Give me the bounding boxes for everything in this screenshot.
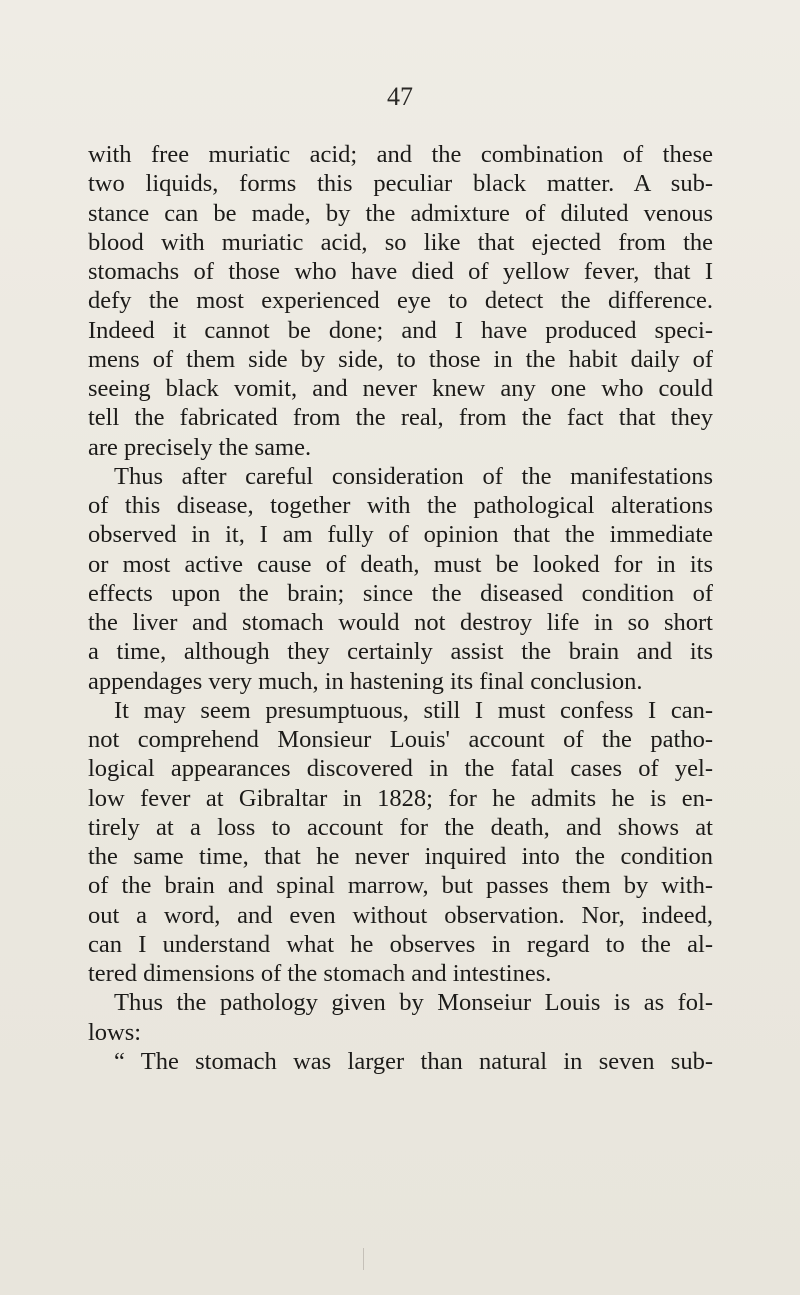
text-line: observed in it, I am fully of opinion that the immediate <box>88 521 713 549</box>
text-line: blood with muriatic acid, so like that ejected from the <box>88 228 713 256</box>
paragraph-start-line: Thus the pathology given by Monseiur Louis is as fol- <box>114 989 713 1017</box>
text-line: not comprehend Monsieur Louis' account of the patho- <box>88 726 713 753</box>
text-line: the liver and stomach would not destroy life in so short <box>88 609 713 636</box>
text-line: tered dimensions of the stomach and intestines. <box>88 960 552 987</box>
text-line: lows: <box>88 1018 142 1046</box>
text-line: a time, although they certainly assist the brain and its <box>88 638 713 666</box>
body-text <box>88 140 713 1076</box>
text-line: two liquids, forms this peculiar black matter. A sub- <box>88 170 713 198</box>
text-line: mens of them side by side, to those in the habit daily of <box>88 345 713 373</box>
text-line: effects upon the brain; since the diseased condition of <box>88 579 713 607</box>
text-line: stance can be made, by the admixture of diluted venous <box>88 199 713 227</box>
paragraph-start-line: It may seem presumptuous, still I must confess I can- <box>114 696 713 724</box>
text-line: of this disease, together with the pathological alterations <box>88 492 713 519</box>
text-line: Indeed it cannot be done; and I have produced speci- <box>88 316 713 344</box>
text-line: tell the fabricated from the real, from the fact that they <box>88 404 713 432</box>
text-line: can I understand what he observes in regard to the al- <box>88 930 713 958</box>
text-line: seeing black vomit, and never knew any one who could <box>88 375 713 402</box>
text-line: logical appearances discovered in the fatal cases of yel- <box>88 755 713 783</box>
page-number: 47 <box>387 82 413 111</box>
scan-mark <box>363 1248 372 1270</box>
text-line: are precisely the same. <box>88 433 312 461</box>
quotation-start-line: “ The stomach was larger than natural in seven sub- <box>114 1047 713 1075</box>
text-line: appendages very much, in hastening its final conclusion. <box>88 667 643 695</box>
text-line: low fever at Gibraltar in 1828; for he admits he is en- <box>88 784 713 812</box>
text-line: tirely at a loss to account for the death, and shows at <box>88 813 713 841</box>
text-line: the same time, that he never inquired into the condition <box>88 843 713 870</box>
paragraph-start-line: Thus after careful consideration of the manifestations <box>114 462 713 490</box>
text-line: with free muriatic acid; and the combination of these <box>88 141 713 168</box>
text-line: or most active cause of death, must be looked for in its <box>88 550 713 578</box>
text-line: out a word, and even without observation. Nor, indeed, <box>88 901 713 929</box>
text-line: stomachs of those who have died of yellow fever, that I <box>88 258 713 285</box>
text-line: of the brain and spinal marrow, but passes them by with- <box>88 872 713 900</box>
text-line: defy the most experienced eye to detect the difference. <box>88 287 713 315</box>
